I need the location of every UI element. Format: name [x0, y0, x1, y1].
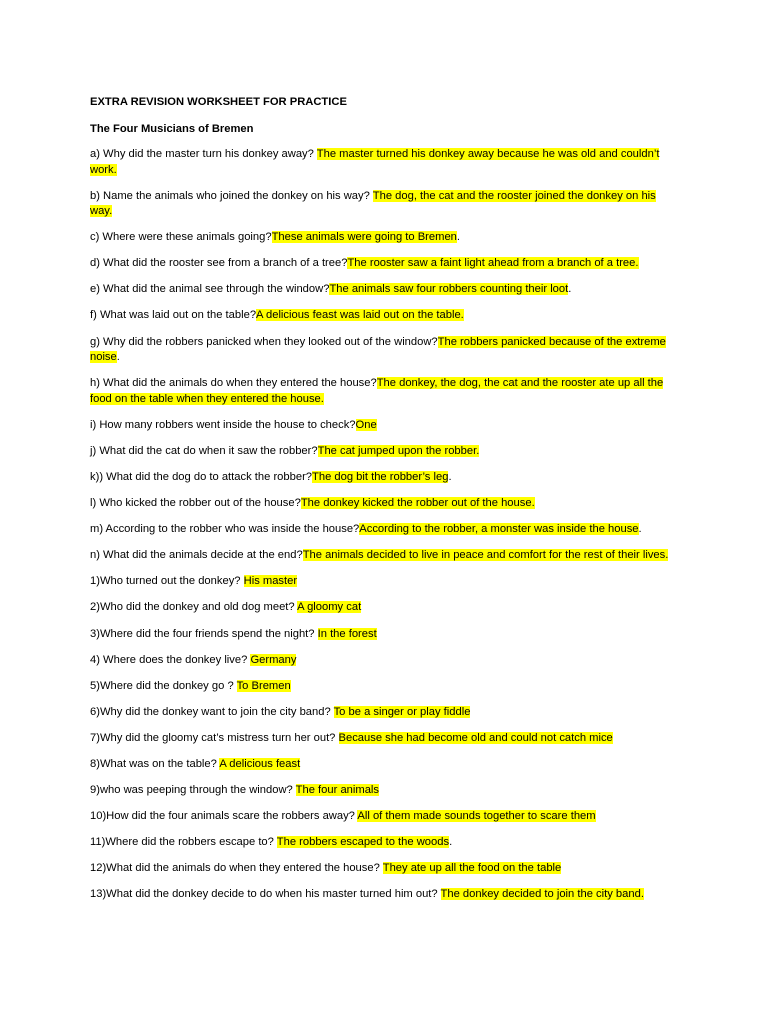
answer-highlight: The dog, the cat and the rooster joined the donkey on his way.	[90, 189, 656, 218]
question-answer-item	[90, 376, 678, 407]
answer-highlight: The four animals	[295, 784, 379, 797]
question-answer-item	[90, 861, 678, 877]
answer-highlight: All of them made sounds together to scare them	[357, 810, 596, 823]
question-text: f) What was laid out on the table?	[90, 309, 257, 322]
question-answer-item	[90, 282, 678, 298]
answer-highlight: His master	[243, 575, 298, 588]
answer-highlight: According to the robber, a monster was inside the house	[359, 523, 639, 536]
answer-highlight: One	[355, 418, 377, 431]
question-text: d) What did the rooster see from a branch of a tree?	[90, 257, 348, 270]
answer-highlight: The robbers panicked because of the extreme noise	[90, 335, 666, 364]
question-answer-item	[90, 731, 678, 747]
question-text: 6)Why did the donkey want to join the city band?	[90, 705, 334, 718]
question-text: 1)Who turned out the donkey?	[90, 575, 244, 588]
question-answer-item	[90, 705, 678, 721]
question-text: 3)Where did the four friends spend the night?	[90, 627, 318, 640]
question-answer-item	[90, 418, 678, 434]
question-answer-item	[90, 470, 678, 486]
answer-highlight: A gloomy cat	[297, 601, 362, 614]
question-answer-item	[90, 335, 678, 366]
question-text: 8)What was on the table?	[90, 757, 220, 770]
answer-highlight: They ate up all the food on the table	[382, 862, 562, 875]
answer-highlight: Because she had become old and could not catch mice	[338, 731, 613, 744]
answer-highlight: The animals decided to live in peace and comfort for the rest of their lives.	[302, 549, 669, 562]
question-text: c) Where were these animals going?	[90, 231, 272, 244]
question-answer-item	[90, 548, 678, 564]
question-text: 12)What did the animals do when they entered the house?	[90, 862, 383, 875]
answer-highlight: In the forest	[317, 627, 377, 640]
answer-highlight: To Bremen	[236, 679, 291, 692]
question-text: 7)Why did the gloomy cat’s mistress turn her out?	[90, 731, 339, 744]
answer-highlight: The donkey kicked the robber out of the house.	[300, 497, 535, 510]
question-answer-item	[90, 496, 678, 512]
question-answer-item	[90, 189, 678, 220]
question-answer-item	[90, 679, 678, 695]
question-text: 2)Who did the donkey and old dog meet?	[90, 601, 298, 614]
question-answer-item	[90, 308, 678, 324]
question-text: n) What did the animals decide at the end?	[90, 549, 303, 562]
question-text: k)) What did the dog do to attack the robber?	[90, 470, 313, 483]
question-answer-item	[90, 653, 678, 669]
question-answer-item	[90, 887, 678, 903]
answer-trailing-punctuation: .	[638, 523, 642, 536]
question-answer-item	[90, 600, 678, 616]
question-text: a) Why did the master turn his donkey away?	[90, 148, 317, 160]
question-text: e) What did the animal see through the window?	[90, 283, 330, 296]
answer-trailing-punctuation: .	[568, 283, 572, 296]
answer-highlight: The donkey decided to join the city band.	[440, 888, 644, 901]
question-text: j) What did the cat do when it saw the robber?	[90, 444, 318, 457]
question-answer-item	[90, 444, 678, 460]
question-answer-list	[90, 147, 678, 903]
question-text: i) How many robbers went inside the house to check?	[90, 418, 356, 431]
answer-highlight: A delicious feast was laid out on the table.	[256, 309, 464, 322]
question-text: g) Why did the robbers panicked when they looked out of the window?	[90, 335, 438, 348]
question-text: 9)who was peeping through the window?	[90, 784, 296, 797]
question-text: m) According to the robber who was inside the house?	[90, 523, 360, 536]
worksheet-title: EXTRA REVISION WORKSHEET FOR PRACTICE	[90, 96, 347, 108]
answer-highlight: These animals were going to Bremen	[271, 231, 457, 244]
question-text: 4) Where does the donkey live?	[90, 653, 251, 666]
answer-highlight: The dog bit the robber’s leg	[312, 470, 449, 483]
question-answer-item	[90, 627, 678, 643]
answer-highlight: A delicious feast	[219, 757, 301, 770]
story-title: The Four Musicians of Bremen	[90, 122, 254, 135]
question-text: l) Who kicked the robber out of the house?	[90, 497, 301, 510]
question-answer-item	[90, 230, 678, 246]
answer-highlight: The master turned his donkey away because he was old and couldn’t work.	[90, 148, 660, 176]
question-text: 10)How did the four animals scare the robbers away?	[90, 810, 358, 823]
question-answer-item	[90, 835, 678, 851]
answer-highlight: The donkey, the dog, the cat and the rooster ate up all the food on the table when they entered the house.	[90, 377, 664, 405]
question-text: h) What did the animals do when they entered the house?	[90, 377, 377, 390]
answer-highlight: The robbers escaped to the woods	[276, 836, 450, 849]
question-text: 5)Where did the donkey go ?	[90, 679, 237, 692]
answer-highlight: The animals saw four robbers counting their loot	[329, 283, 569, 296]
question-answer-item	[90, 256, 678, 272]
answer-trailing-punctuation: .	[116, 351, 120, 364]
question-text: 13)What did the donkey decide to do when his master turned him out?	[90, 888, 441, 901]
question-text: b) Name the animals who joined the donkey on his way?	[90, 189, 373, 202]
answer-highlight: The rooster saw a faint light ahead from a branch of a tree.	[347, 257, 639, 270]
question-answer-item	[90, 783, 678, 799]
answer-highlight: To be a singer or play fiddle	[333, 705, 471, 718]
question-answer-item	[90, 809, 678, 825]
answer-highlight: Germany	[250, 653, 297, 666]
answer-highlight: The cat jumped upon the robber.	[317, 444, 480, 457]
question-answer-item	[90, 757, 678, 773]
answer-trailing-punctuation: .	[449, 836, 453, 849]
answer-trailing-punctuation: .	[448, 470, 452, 483]
question-answer-item	[90, 574, 678, 590]
question-text: 11)Where did the robbers escape to?	[90, 836, 277, 849]
question-answer-item	[90, 522, 678, 538]
question-answer-item	[90, 147, 678, 178]
answer-trailing-punctuation: .	[456, 231, 460, 244]
